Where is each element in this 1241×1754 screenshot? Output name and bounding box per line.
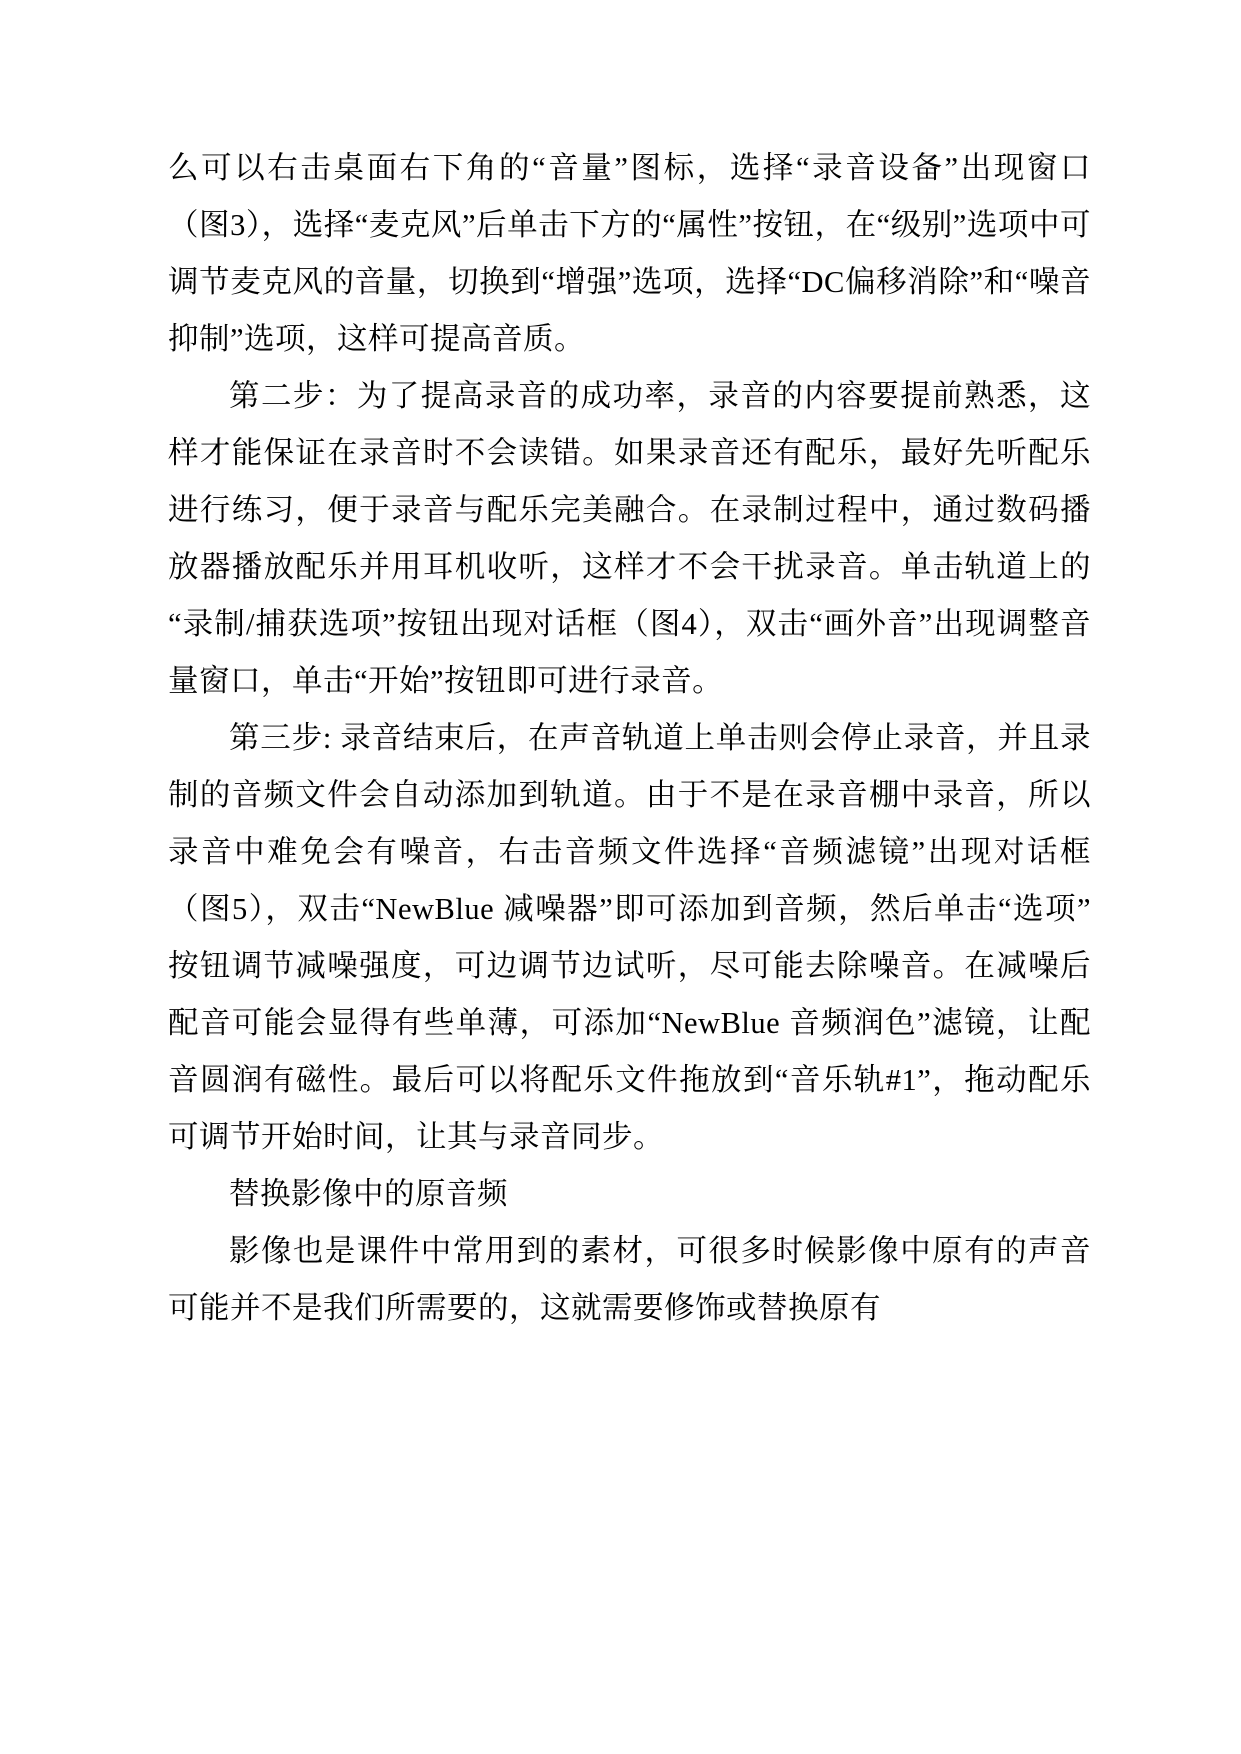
paragraph-4-subheading: 替换影像中的原音频 <box>229 1177 508 1211</box>
document-body <box>168 140 1091 1337</box>
paragraph-2: 第二步：为了提高录音的成功率，录音的内容要提前熟悉，这样才能保证在录音时不会读错。如果录音还有配乐，最好先听配乐进行练习，便于录音与配乐完美融合。在录制过程中，通过数码播放器播放配乐并用耳机收听，这样才不会干扰录音。单击轨道上的“录制/捕获选项”按钮出现对话框（图4），双击“画外音”出现调整音量窗口，单击“开始”按钮即可进行录音。 <box>168 379 1091 698</box>
paragraph-3: 第三步: 录音结束后，在声音轨道上单击则会停止录音，并且录制的音频文件会自动添加到轨道。由于不是在录音棚中录音，所以录音中难免会有噪音，右击音频文件选择“音频滤镜”出现对话框（图5），双击“NewBlue 减噪器”即可添加到音频，然后单击“选项”按钮调节减噪强度，可边调节边试听，尽可能去除噪音。在减噪后配音可能会显得有些单薄，可添加“NewBlue 音频润色”滤镜，让配音圆润有磁性。最后可以将配乐文件拖放到“音乐轨#1”，拖动配乐可调节开始时间，让其与录音同步。 <box>168 721 1091 1154</box>
paragraph-1: 么可以右击桌面右下角的“音量”图标，选择“录音设备”出现窗口（图3），选择“麦克风”后单击下方的“属性”按钮，在“级别”选项中可调节麦克风的音量，切换到“增强”选项，选择“DC偏移消除”和“噪音抑制”选项，这样可提高音质。 <box>168 151 1091 356</box>
paragraph-5: 影像也是课件中常用到的素材，可很多时候影像中原有的声音可能并不是我们所需要的，这就需要修饰或替换原有 <box>168 1234 1091 1325</box>
